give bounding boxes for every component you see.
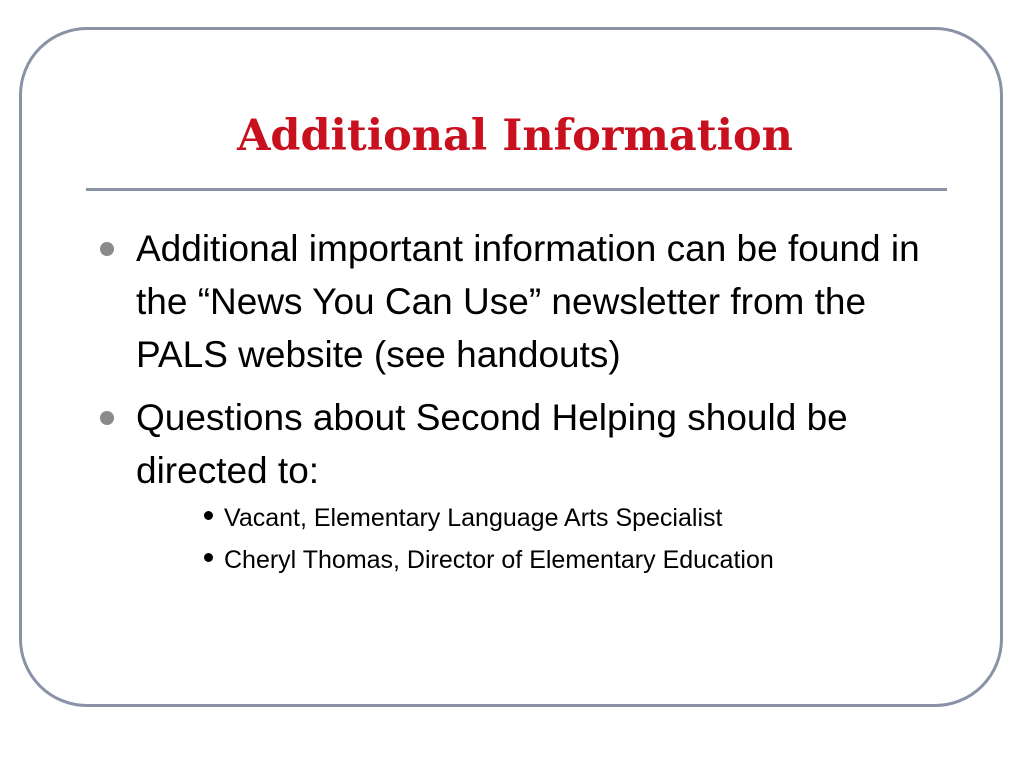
sub-bullet-list bbox=[136, 497, 946, 581]
sub-bullet-dot-icon bbox=[204, 553, 213, 562]
bullet-dot-icon bbox=[100, 411, 114, 425]
sub-bullet-text: Vacant, Elementary Language Arts Specialist bbox=[224, 504, 723, 532]
bullet-item bbox=[96, 391, 946, 581]
sub-bullet-item bbox=[200, 539, 946, 581]
bullet-text: Questions about Second Helping should be directed to: bbox=[136, 397, 848, 491]
sub-bullet-text: Cheryl Thomas, Director of Elementary Education bbox=[224, 546, 774, 574]
title-divider bbox=[86, 188, 947, 191]
bullet-list bbox=[96, 222, 946, 591]
bullet-text: Additional important information can be found in the “News You Can Use” newsletter from the PALS website (see handouts) bbox=[136, 228, 920, 375]
slide-title: Additional Information bbox=[237, 111, 793, 161]
sub-bullet-item bbox=[200, 497, 946, 539]
bullet-item bbox=[96, 222, 946, 381]
sub-bullet-dot-icon bbox=[204, 511, 213, 520]
bullet-dot-icon bbox=[100, 242, 114, 256]
